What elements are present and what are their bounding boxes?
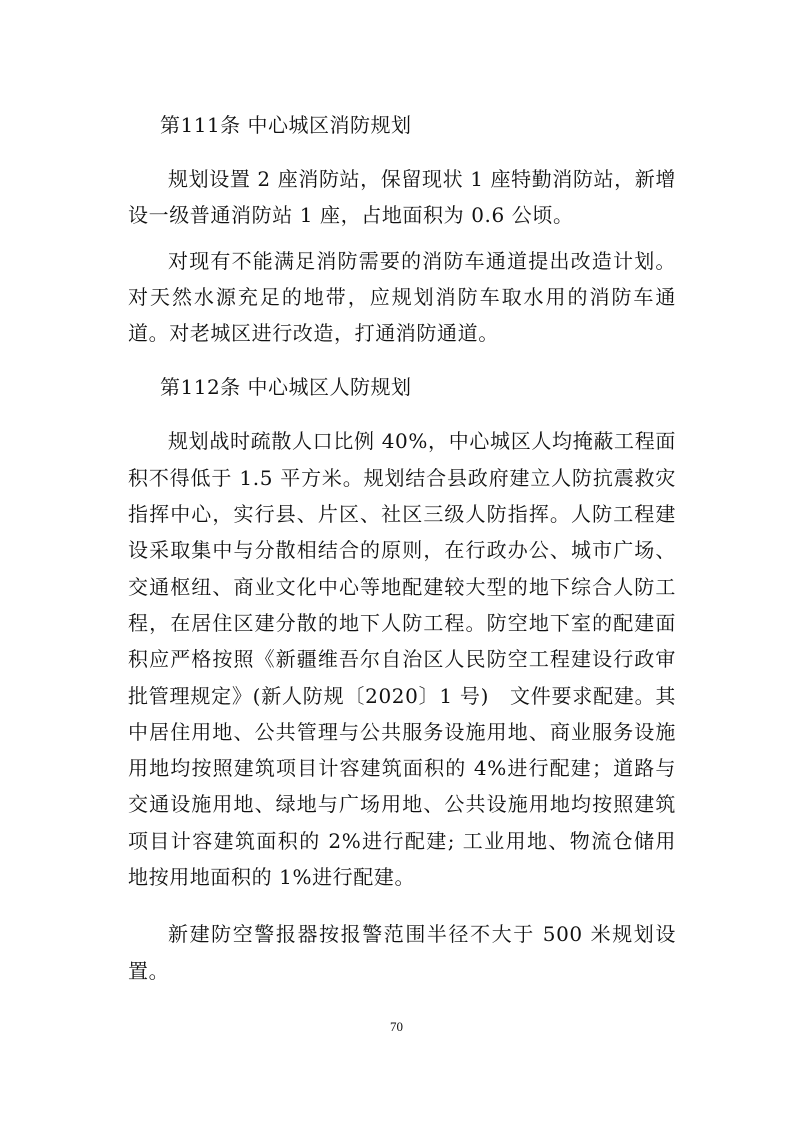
section-heading-fire-planning: 第111条 中心城区消防规划 (160, 113, 412, 137)
page-number: 70 (390, 1019, 403, 1034)
section-heading-civil-defense-planning: 第112条 中心城区人防规划 (160, 375, 412, 400)
paragraph-fire-access-roads: 对现有不能满足消防需要的消防车通道提出改造计划。对天然水源充足的地带，应规划消防车取水用的消防车通道。对老城区进行改造，打通消防通道。 (128, 248, 676, 346)
page-body (128, 110, 676, 989)
paragraph-fire-stations: 规划设置 2 座消防站，保留现状 1 座特勤消防站，新增设一级普通消防站 1 座，占地面积为 0.6 公顷。 (128, 167, 676, 228)
paragraph-civil-defense-works: 规划战时疏散人口比例 40%，中心城区人均掩蔽工程面积不得低于 1.5 平方米。规划结合县政府建立人防抗震救灾指挥中心，实行县、片区、社区三级人防指挥。人防工程建设采取集中与分散相结合的原则，在行政办公、城市广场、交通枢纽、商业文化中心等地配建较大型的地下综合人防工程，在居住区建分散的地下人防工程。防空地下室的配建面积应严格按照《新疆维吾尔自治区人民防空工程建设行政审批管理规定》(新人防规〔2020〕1 号) 文件要求配建。其中居住用地、公共管理与公共服务设施用地、商业服务设施用地均按照建筑项目计容建筑面积的 4%进行配建；道路与交通设施用地、绿地与广场用地、公共设施用地均按照建筑项目计容建筑面积的 2%进行配建; 工业用地、物流仓储用地按用地面积的 1%进行配建。 (128, 429, 676, 890)
paragraph-air-raid-sirens: 新建防空警报器按报警范围半径不大于 500 米规划设置。 (128, 922, 676, 983)
